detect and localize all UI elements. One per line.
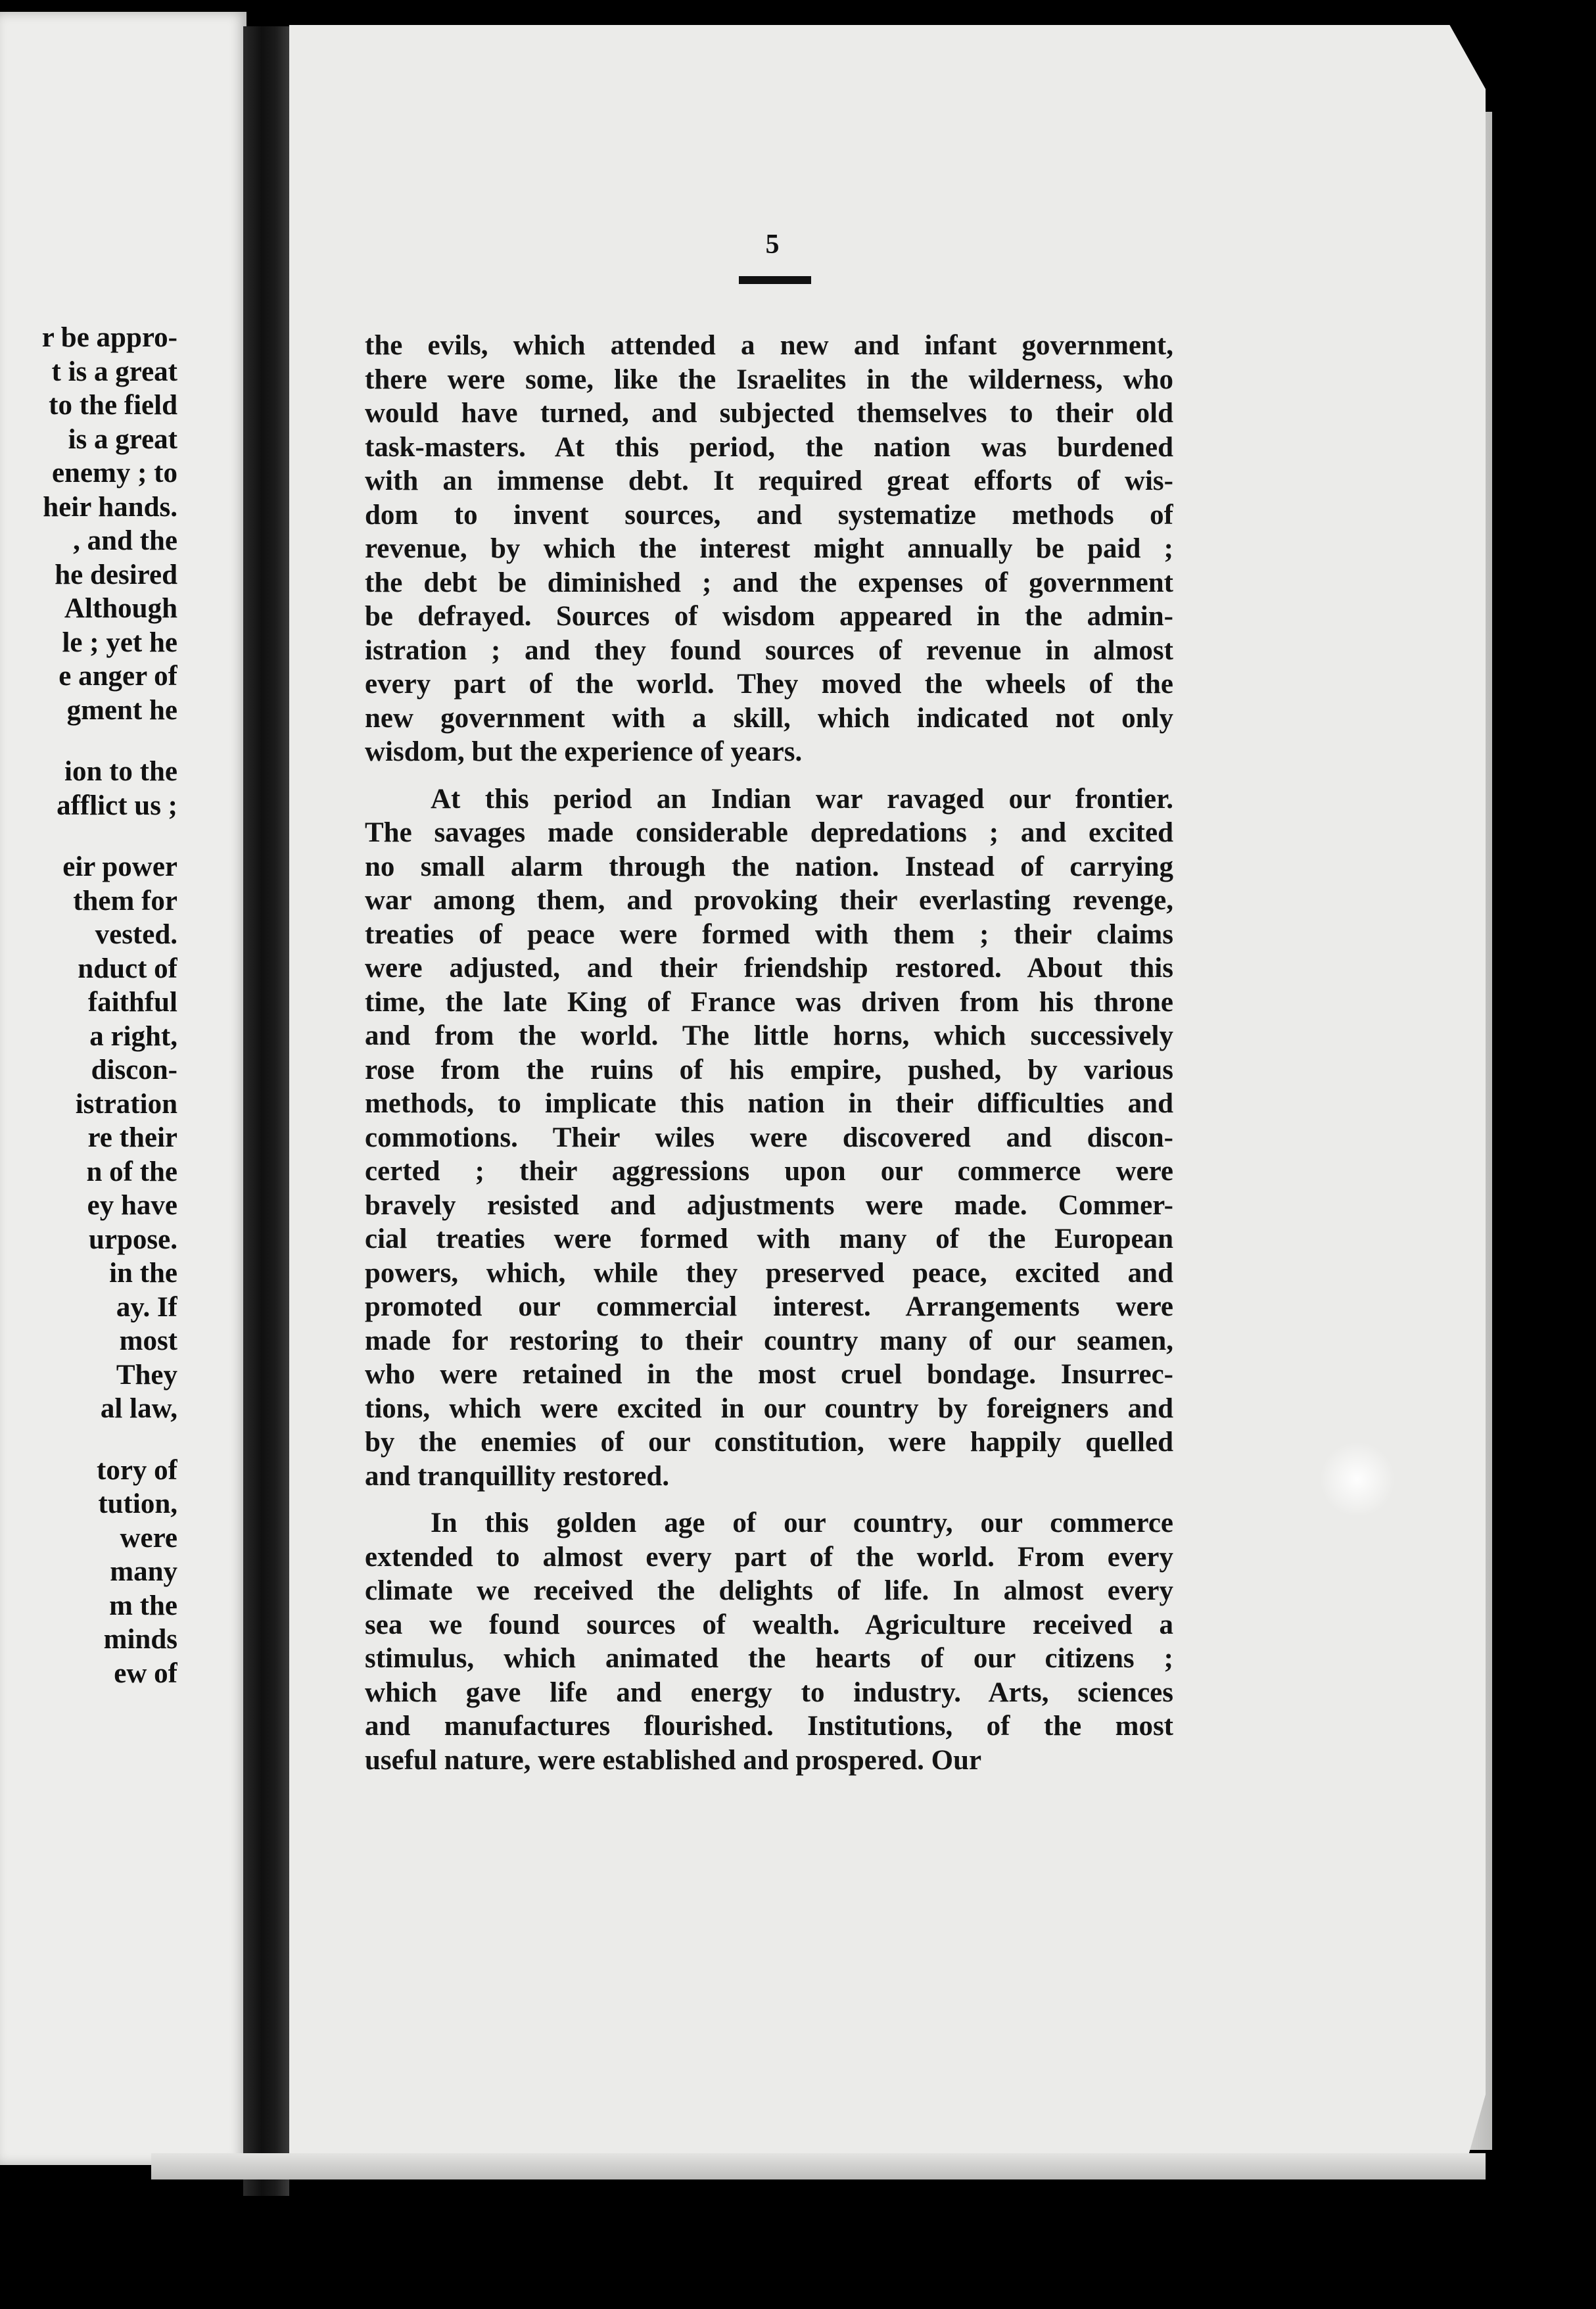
text-line: task-masters. At this period, the nation was burdened — [365, 431, 1173, 463]
left-fragment-line: re their — [87, 1122, 177, 1153]
left-fragment-line: most — [119, 1325, 177, 1356]
text-line: certed ; their aggressions upon our commerce were — [365, 1156, 1173, 1187]
left-fragment-line: n of the — [86, 1156, 177, 1187]
page-number: 5 — [765, 229, 780, 260]
text-line: methods, to implicate this nation in their difficulties and — [365, 1088, 1173, 1119]
text-line: every part of the world. They moved the wheels of the — [365, 669, 1173, 700]
left-fragment-line: Although — [64, 593, 177, 624]
text-line: sea we found sources of wealth. Agriculture received a — [365, 1609, 1173, 1640]
left-fragment-line: m the — [109, 1590, 177, 1621]
text-line: and tranquillity restored. — [365, 1460, 670, 1492]
left-fragment-gap — [0, 822, 177, 850]
paragraph — [365, 1506, 1173, 1777]
left-fragment-line: eir power — [62, 851, 177, 882]
text-line: time, the late King of France was driven from his throne — [365, 986, 1173, 1018]
left-fragment-line: minds — [103, 1624, 177, 1655]
text-line: promoted our commercial interest. Arrangements were — [365, 1291, 1173, 1322]
header-rule — [739, 276, 811, 284]
text-line: by the enemies of our constitution, were happily quelled — [365, 1427, 1173, 1458]
text-line: powers, which, while they preserved peace, excited and — [365, 1257, 1173, 1289]
paragraph-gap — [365, 769, 1173, 782]
left-fragment-line: enemy ; to — [51, 458, 177, 488]
left-fragment-line: afflict us ; — [57, 790, 177, 821]
text-line: extended to almost every part of the world. From every — [365, 1541, 1173, 1573]
text-line: rose from the ruins of his empire, pushed, by various — [365, 1054, 1173, 1085]
binding-gutter — [243, 26, 289, 2196]
text-line: no small alarm through the nation. Instead of carrying — [365, 851, 1173, 882]
text-line: were adjusted, and their friendship restored. About this — [365, 953, 1173, 984]
left-fragment-line: is a great — [68, 423, 177, 455]
left-fragment-line: r be appro- — [41, 322, 177, 353]
text-line: stimulus, which animated the hearts of our citizens ; — [365, 1643, 1173, 1674]
left-fragment-line: them for — [73, 885, 177, 916]
left-facing-page — [0, 12, 246, 2165]
left-fragment-line: istration — [75, 1088, 177, 1120]
text-line: with an immense debt. It required great efforts of wis- — [365, 465, 1173, 496]
text-line: commotions. Their wiles were discovered and discon- — [365, 1122, 1173, 1153]
text-line: made for restoring to their country many of our seamen, — [365, 1325, 1173, 1356]
left-fragment-line: a right, — [89, 1020, 177, 1052]
text-line: who were retained in the most cruel bondage. Insurrec- — [365, 1359, 1173, 1390]
paragraph-gap — [365, 1493, 1173, 1506]
left-fragment-line: ion to the — [64, 756, 177, 787]
left-fragment-gap — [0, 1426, 177, 1454]
text-line: The savages made considerable depredations ; and excited — [365, 817, 1173, 848]
text-line: dom to invent sources, and systematize methods of — [365, 499, 1173, 531]
text-line: cial treaties were formed with many of the European — [365, 1224, 1173, 1254]
paper-stain — [1321, 1440, 1394, 1519]
left-fragment-line: gment he — [66, 694, 177, 726]
left-fragment-line: urpose. — [89, 1224, 177, 1255]
text-line: be defrayed. Sources of wisdom appeared in the admin- — [365, 601, 1173, 632]
text-line: istration ; and they found sources of revenue in almost — [365, 634, 1173, 666]
left-fragment-line: were — [120, 1522, 177, 1554]
text-line: there were some, like the Israelites in the wilderness, who — [365, 364, 1173, 395]
text-line: bravely resisted and adjustments were made. Commer- — [365, 1189, 1173, 1221]
text-line: useful nature, were established and prospered. Our — [365, 1744, 982, 1776]
left-fragment-line: nduct of — [78, 953, 177, 984]
text-line: the evils, which attended a new and infant government, — [365, 330, 1173, 361]
left-fragment-line: They — [116, 1359, 177, 1391]
paragraph — [365, 329, 1173, 769]
left-fragment-line: tory of — [97, 1454, 177, 1486]
left-page-text-fragments — [0, 321, 177, 1690]
text-line: new government with a skill, which indicated not only — [365, 702, 1173, 734]
left-fragment-line: al law, — [100, 1393, 177, 1424]
text-line: which gave life and energy to industry. Arts, sciences — [365, 1677, 1173, 1708]
left-fragment-line: discon- — [91, 1055, 177, 1085]
left-fragment-line: in the — [109, 1258, 177, 1289]
left-fragment-line: ay. If — [116, 1291, 177, 1323]
left-fragment-line: faithful — [87, 987, 177, 1018]
left-fragment-line: le ; yet he — [62, 627, 177, 658]
text-line: would have turned, and subjected themselves to their old — [365, 398, 1173, 429]
left-fragment-line: vested. — [95, 919, 177, 950]
text-line: At this period an Indian war ravaged our frontier. — [431, 783, 1173, 815]
page-edge-bottom — [151, 2153, 1486, 2179]
paragraph — [365, 782, 1173, 1494]
text-line: tions, which were excited in our country by foreigners and — [365, 1393, 1173, 1424]
left-fragment-line: , and the — [73, 525, 177, 556]
left-fragment-line: ey have — [87, 1190, 177, 1221]
left-fragment-line: t is a great — [51, 356, 177, 387]
text-line: war among them, and provoking their everlasting revenge, — [365, 885, 1173, 916]
text-line: the debt be diminished ; and the expenses of government — [365, 567, 1173, 598]
body-text — [365, 329, 1173, 1777]
text-line: treaties of peace were formed with them ; their claims — [365, 918, 1173, 950]
text-line: and manufactures flourished. Institutions, of the most — [365, 1711, 1173, 1742]
text-line: revenue, by which the interest might annually be paid ; — [365, 533, 1173, 564]
left-fragment-line: to the field — [49, 390, 177, 421]
left-fragment-gap — [0, 727, 177, 755]
left-fragment-line: he desired — [55, 559, 177, 590]
left-fragment-line: e anger of — [59, 661, 177, 692]
text-line: and from the world. The little horns, which successively — [365, 1020, 1173, 1051]
text-line: climate we received the delights of life. In almost every — [365, 1575, 1173, 1606]
left-fragment-line: ew of — [114, 1657, 177, 1689]
text-line: wisdom, but the experience of years. — [365, 736, 803, 767]
text-line: In this golden age of our country, our commerce — [431, 1508, 1173, 1538]
left-fragment-line: tution, — [98, 1488, 177, 1519]
left-fragment-line: heir hands. — [43, 491, 177, 523]
left-fragment-line: many — [110, 1556, 177, 1587]
